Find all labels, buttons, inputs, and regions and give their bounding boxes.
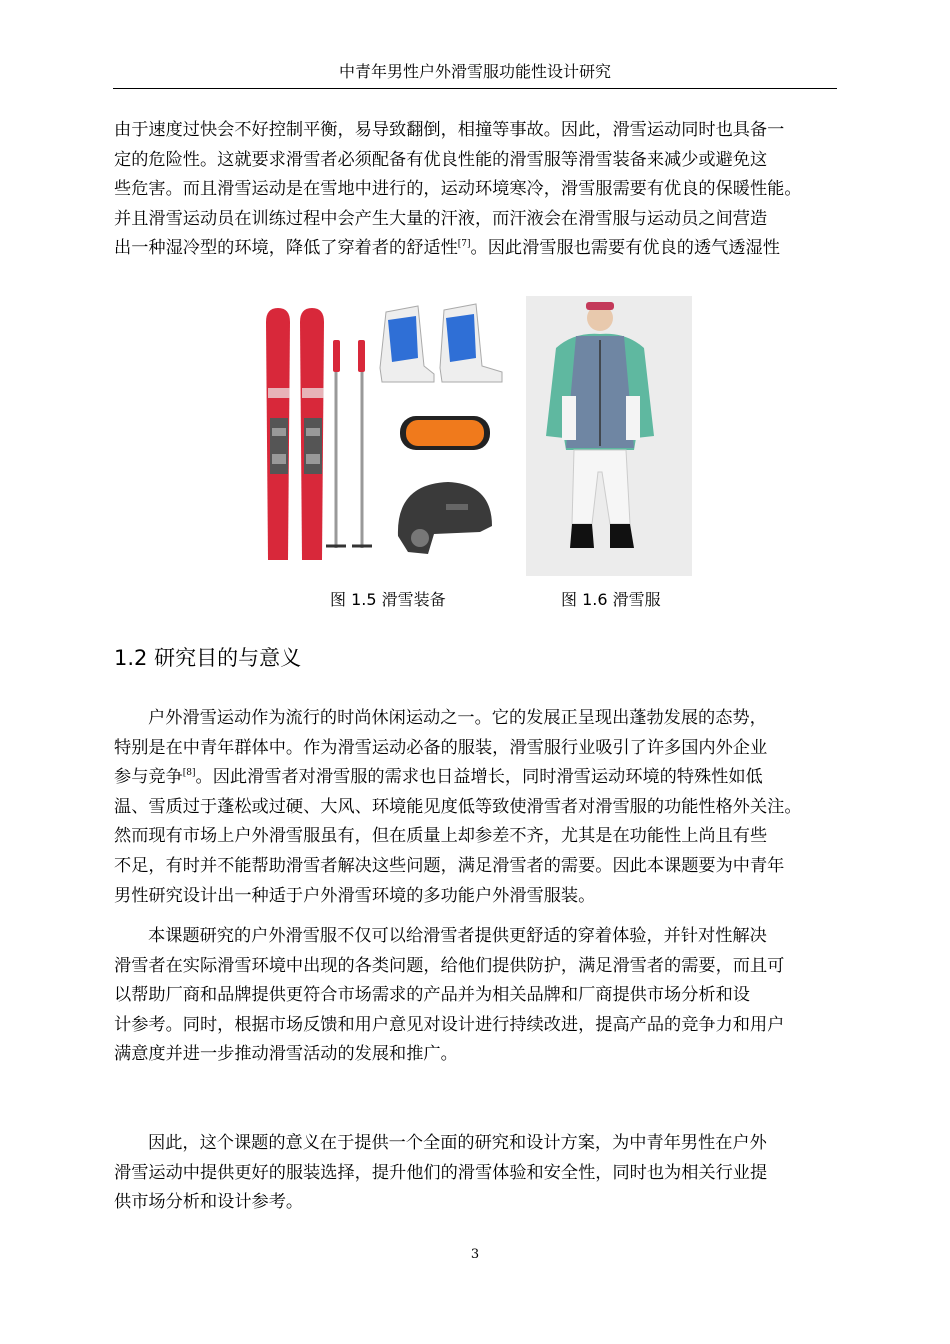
citation-ref: [7] bbox=[457, 239, 471, 250]
page-number: 3 bbox=[470, 1247, 480, 1262]
ski-boots-illustration bbox=[380, 304, 502, 382]
intro-paragraph bbox=[114, 116, 838, 264]
ski-helmet-illustration bbox=[398, 482, 492, 554]
figure-caption-1-6: 图 1.6 滑雪服 bbox=[561, 590, 661, 609]
body-paragraph-3: 因此，这个课题的意义在于提供一个全面的研究和设计方案，为中青年男性在户外 滑雪运动中提供更好的服装选择，提升他们的滑雪体验和安全性，同时也为相关行业提 供市场分析和设计参考。 bbox=[114, 1133, 768, 1213]
text-line: 并且滑雪运动员在训练过程中会产生大量的汗液，而汗液会在滑雪服与运动员之间营造 bbox=[114, 208, 768, 229]
ski-poles-illustration bbox=[326, 340, 372, 548]
ski-equipment-figure bbox=[258, 298, 508, 574]
section-heading: 1.2 研究目的与意义 bbox=[114, 646, 302, 670]
text-line: 由于速度过快会不好控制平衡，易导致翻倒，相撞等事故。因此，滑雪运动同时也具备一 bbox=[114, 120, 785, 140]
citation-ref: [8] bbox=[182, 768, 196, 779]
skis-illustration bbox=[266, 308, 324, 560]
text-line: 些危害。而且滑雪运动是在雪地中进行的，运动环境寒冷，滑雪服需要有优良的保暖性能。 bbox=[114, 179, 802, 200]
body-paragraph-1: 户外滑雪运动作为流行的时尚休闲运动之一。它的发展正呈现出蓬勃发展的态势， 特别是在中青年群体中。作为滑雪运动必备的服装，滑雪服行业吸引了许多国内外企业 参与竞争[8]。因此滑雪者对滑雪服的需求也日益增长，同时滑雪运动环境的特殊性如低 温、雪质过于蓬松或过硬、大风、环境能见度低等致使滑雪者对滑雪服的功能性格外关注。 然而现有市场上户外滑雪服虽有，但在质量上却参差不齐，尤其是在功能性上尚且有些 不足，有时并不能帮助滑雪者解决这些问题，满足滑雪者的需要。因此本课题要为中青年 男性研究设计出一种适于户外滑雪环境的多功能户外滑雪服装。 bbox=[114, 708, 802, 906]
running-header: 中青年男性户外滑雪服功能性设计研究 bbox=[113, 62, 837, 89]
text-line: 出一种湿冷型的环境，降低了穿着者的舒适性[7]。因此滑雪服也需要有优良的透气透湿性 bbox=[114, 238, 780, 259]
ski-goggles-illustration bbox=[400, 416, 490, 450]
figure-caption-1-5: 图 1.5 滑雪装备 bbox=[330, 590, 446, 609]
text-line: 定的危险性。这就要求滑雪者必须配备有优良性能的滑雪服等滑雪装备来减少或避免这 bbox=[114, 149, 768, 170]
body-paragraph-2: 本课题研究的户外滑雪服不仅可以给滑雪者提供更舒适的穿着体验，并针对性解决 滑雪者在实际滑雪环境中出现的各类问题，给他们提供防护，满足滑雪者的需要，而且可 以帮助厂商和品牌提供更符合市场需求的产品并为相关品牌和厂商提供市场分析和设 计参考。同时，根据市场反馈和用户意见对设计进行持续改进，提高产品的竞争力和用户 满意度并进一步推动滑雪活动的发展和推广。 bbox=[114, 926, 785, 1065]
ski-suit-figure bbox=[526, 296, 692, 576]
